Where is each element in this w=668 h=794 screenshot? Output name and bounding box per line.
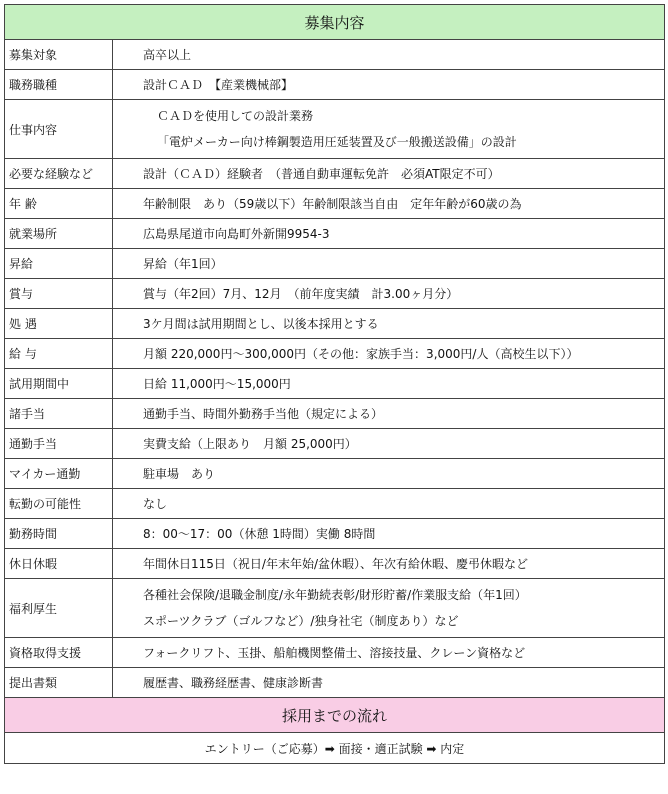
row-label: 転勤の可能性	[5, 489, 113, 519]
table-row	[5, 459, 665, 489]
row-label: 資格取得支援	[5, 638, 113, 668]
row-value: 広島県尾道市向島町外新開9954-3	[113, 219, 665, 249]
row-label: 試用期間中	[5, 369, 113, 399]
row-label: 福利厚生	[5, 579, 113, 638]
row-label: 就業場所	[5, 219, 113, 249]
row-label: 提出書類	[5, 668, 113, 698]
row-value-line: ＣＡＤを使用しての設計業務	[157, 109, 314, 123]
row-label: 仕事内容	[5, 100, 113, 159]
row-value: 設計（ＣＡＤ）経験者 （普通自動車運転免許 必須AT限定不可）	[113, 159, 665, 189]
recruitment-table	[4, 4, 665, 764]
row-value: 設計ＣＡＤ 【産業機械部】	[113, 70, 665, 100]
row-label: 年 齢	[5, 189, 113, 219]
table-row	[5, 549, 665, 579]
row-value: 実費支給（上限あり 月額 25,000円）	[113, 429, 665, 459]
row-value-line: 各種社会保険/退職金制度/永年勤続表彰/財形貯蓄/作業服支給（年1回）	[143, 588, 527, 602]
row-value: フォークリフト、玉掛、船舶機関整備士、溶接技量、クレーン資格など	[113, 638, 665, 668]
row-label: 通勤手当	[5, 429, 113, 459]
table-row	[5, 369, 665, 399]
row-label: マイカー通勤	[5, 459, 113, 489]
table-row	[5, 579, 665, 638]
row-value: 日給 11,000円～15,000円	[113, 369, 665, 399]
flow-row	[5, 733, 665, 764]
row-value: 履歴書、職務経歴書、健康診断書	[113, 668, 665, 698]
table-row	[5, 40, 665, 70]
row-label: 処 遇	[5, 309, 113, 339]
row-label: 諸手当	[5, 399, 113, 429]
flow-header-row	[5, 698, 665, 733]
row-label: 勤務時間	[5, 519, 113, 549]
section-title: 募集内容	[5, 5, 665, 40]
table-row	[5, 309, 665, 339]
row-label: 募集対象	[5, 40, 113, 70]
row-label: 必要な経験など	[5, 159, 113, 189]
table-row	[5, 159, 665, 189]
table-row	[5, 399, 665, 429]
row-value: 年齢制限 あり（59歳以下）年齢制限該当自由 定年年齢が60歳の為	[113, 189, 665, 219]
table-row	[5, 519, 665, 549]
header-row	[5, 5, 665, 40]
table-row	[5, 668, 665, 698]
row-label: 給 与	[5, 339, 113, 369]
row-value: 月額 220,000円～300,000円（その他：家族手当：3,000円/人（高校生以下））	[113, 339, 665, 369]
table-row	[5, 638, 665, 668]
row-label: 昇給	[5, 249, 113, 279]
row-label: 賞与	[5, 279, 113, 309]
row-value: 駐車場 あり	[113, 459, 665, 489]
row-value-line: 「電炉メーカー向け棒鋼製造用圧延装置及び一般搬送設備」の設計	[157, 135, 517, 149]
row-label: 職務職種	[5, 70, 113, 100]
table-row	[5, 339, 665, 369]
table-row	[5, 249, 665, 279]
row-value: 賞与（年2回）7月、12月 （前年度実績 計3.00ヶ月分）	[113, 279, 665, 309]
table-row	[5, 70, 665, 100]
table-row	[5, 219, 665, 249]
table-row	[5, 489, 665, 519]
row-value: 8：00～17：00（休憩 1時間）実働 8時間	[113, 519, 665, 549]
row-value: 3ケ月間は試用期間とし、以後本採用とする	[113, 309, 665, 339]
table-row	[5, 279, 665, 309]
row-value: 年間休日115日（祝日/年末年始/盆休暇）、年次有給休暇、慶弔休暇など	[113, 549, 665, 579]
recruitment-sheet	[4, 4, 664, 764]
row-value: 高卒以上	[113, 40, 665, 70]
row-value: 通勤手当、時間外勤務手当他（規定による）	[113, 399, 665, 429]
row-value	[113, 579, 665, 638]
row-value	[113, 100, 665, 159]
table-row	[5, 189, 665, 219]
table-row	[5, 429, 665, 459]
row-label: 休日休暇	[5, 549, 113, 579]
table-row	[5, 100, 665, 159]
row-value: なし	[113, 489, 665, 519]
row-value-line: スポーツクラブ（ゴルフなど）/独身社宅（制度あり）など	[143, 614, 459, 628]
flow-steps: エントリー（ご応募）➡ 面接・適正試験 ➡ 内定	[5, 733, 665, 764]
flow-title: 採用までの流れ	[5, 698, 665, 733]
row-value: 昇給（年1回）	[113, 249, 665, 279]
